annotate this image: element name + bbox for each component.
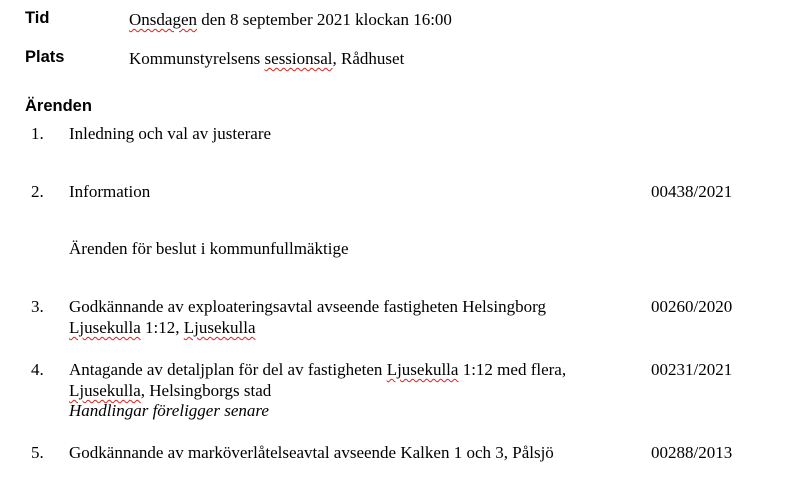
item-4-ref: 00231/2021 xyxy=(651,360,733,379)
item-4-line2-part1: Ljusekulla xyxy=(69,381,141,400)
item-5-title: Godkännande av marköverlåtelseavtal avseende Kalken 1 och 3, Pålsjö xyxy=(69,443,554,462)
item-4-number: 4. xyxy=(31,360,44,379)
time-value-date: den 8 september 2021 klockan 16:00 xyxy=(196,10,452,29)
item-3-ref: 00260/2020 xyxy=(651,297,733,316)
time-value xyxy=(129,9,452,30)
item-3-line2-part1: Ljusekulla xyxy=(69,318,141,337)
item-4-line1-part3: 1:12 med flera, xyxy=(458,360,567,379)
place-value-part2: sessionsal xyxy=(264,49,333,68)
time-value-weekday: Onsdagen xyxy=(129,10,197,29)
item-4-line2-part2: , Helsingborgs stad xyxy=(140,381,272,400)
item-3-number: 3. xyxy=(31,297,44,316)
item-4-line1-part2: Ljusekulla xyxy=(386,360,459,379)
item-1-number: 1. xyxy=(31,124,44,143)
time-label: Tid xyxy=(25,9,50,27)
place-value xyxy=(129,48,404,69)
item-4-line2 xyxy=(69,380,271,401)
item-5-number: 5. xyxy=(31,443,44,462)
item-2-number: 2. xyxy=(31,182,44,201)
agenda-heading: Ärenden xyxy=(25,97,92,115)
item-3-line2-part2: 1:12, xyxy=(140,318,184,337)
item-4-note: Handlingar föreligger senare xyxy=(69,401,269,420)
place-label: Plats xyxy=(25,48,65,66)
item-4-line1 xyxy=(69,359,566,380)
section-heading: Ärenden för beslut i kommunfullmäktige xyxy=(69,239,349,258)
place-value-part1: Kommunstyrelsens xyxy=(129,49,265,68)
item-2-ref: 00438/2021 xyxy=(651,182,733,201)
place-value-part3: , Rådhuset xyxy=(332,49,405,68)
item-1-title: Inledning och val av justerare xyxy=(69,124,272,143)
item-3-line2 xyxy=(69,317,256,338)
item-5-ref: 00288/2013 xyxy=(651,443,733,462)
item-3-line2-part3: Ljusekulla xyxy=(183,318,256,337)
item-4-line1-part1: Antagande av detaljplan för del av fastigheten xyxy=(69,360,387,379)
item-2-title: Information xyxy=(69,182,151,201)
item-3-line1: Godkännande av exploateringsavtal avseende fastigheten Helsingborg xyxy=(69,297,546,316)
